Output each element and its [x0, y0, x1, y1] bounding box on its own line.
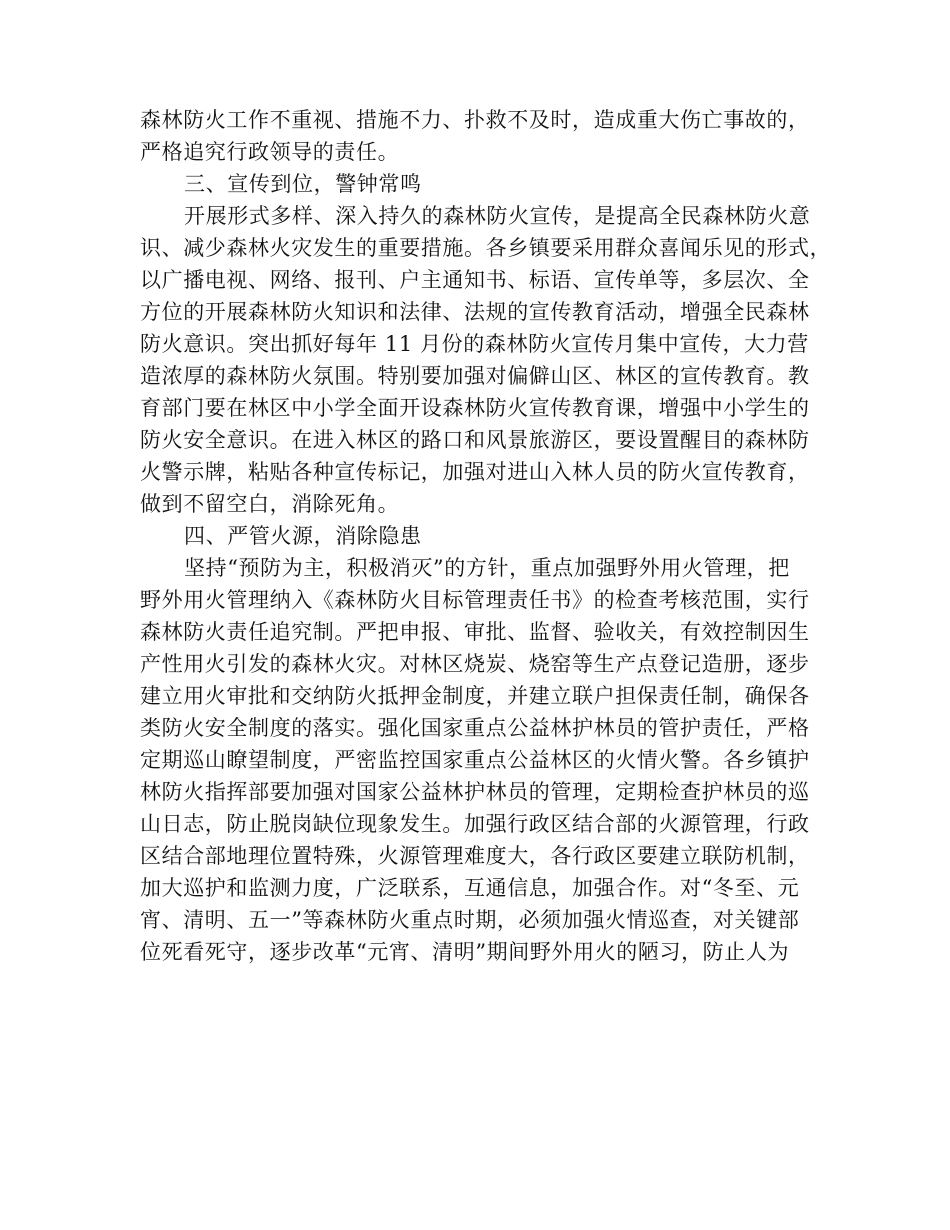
text-line: 识、减少森林火灾发生的重要措施。各乡镇要采用群众喜闻乐见的形式，	[140, 236, 832, 260]
text-line: 防火意识。突出抓好每年 11 月份的森林防火宣传月集中宣传，大力营	[140, 332, 809, 356]
text-line: 严格追究行政领导的责任。	[140, 140, 400, 164]
text-line: 森林防火责任追究制。严把申报、审批、监督、验收关，有效控制因生	[140, 620, 810, 644]
text-line: 野外用火管理纳入《森林防火目标管理责任书》的检查考核范围，实行	[140, 588, 810, 612]
text-line: 造浓厚的森林防火氛围。特别要加强对偏僻山区、林区的宣传教育。教	[140, 364, 810, 388]
text-line: 四、严管火源，消除隐患	[184, 524, 422, 548]
text-line: 山日志，防止脱岗缺位现象发生。加强行政区结合部的火源管理，行政	[140, 812, 810, 836]
text-line: 做到不留空白，消除死角。	[140, 492, 400, 516]
text-line: 开展形式多样、深入持久的森林防火宣传，是提高全民森林防火意	[184, 204, 811, 228]
text-line: 方位的开展森林防火知识和法律、法规的宣传教育活动，增强全民森林	[140, 300, 810, 324]
text-line: 火警示牌，粘贴各种宣传标记，加强对进山入林人员的防火宣传教育，	[140, 460, 810, 484]
text-line: 类防火安全制度的落实。强化国家重点公益林护林员的管护责任，严格	[140, 716, 810, 740]
text-line: 位死看死守，逐步改革“元宵、清明”期间野外用火的陋习，防止人为	[140, 940, 790, 964]
text-line: 以广播电视、网络、报刊、户主通知书、标语、宣传单等，多层次、全	[140, 268, 810, 292]
text-line: 区结合部地理位置特殊，火源管理难度大，各行政区要建立联防机制，	[140, 844, 810, 868]
text-line: 三、宣传到位，警钟常鸣	[184, 172, 422, 196]
text-line: 加大巡护和监测力度，广泛联系，互通信息，加强合作。对“冬至、元	[140, 876, 800, 900]
text-line: 产性用火引发的森林火灾。对林区烧炭、烧窑等生产点登记造册，逐步	[140, 652, 810, 676]
text-line: 坚持“预防为主，积极消灭”的方针，重点加强野外用火管理，把	[184, 556, 790, 580]
text-line: 防火安全意识。在进入林区的路口和风景旅游区，要设置醒目的森林防	[140, 428, 810, 452]
document-body	[140, 104, 832, 968]
text-line: 定期巡山瞭望制度，严密监控国家重点公益林区的火情火警。各乡镇护	[140, 748, 810, 772]
text-line: 森林防火工作不重视、措施不力、扑救不及时，造成重大伤亡事故的，	[140, 108, 810, 132]
text-line: 宵、清明、五一”等森林防火重点时期，必须加强火情巡查，对关键部	[140, 908, 800, 932]
text-line: 林防火指挥部要加强对国家公益林护林员的管理，定期检查护林员的巡	[140, 780, 810, 804]
text-line: 育部门要在林区中小学全面开设森林防火宣传教育课，增强中小学生的	[140, 396, 810, 420]
text-line: 建立用火审批和交纳防火抵押金制度，并建立联户担保责任制，确保各	[140, 684, 810, 708]
